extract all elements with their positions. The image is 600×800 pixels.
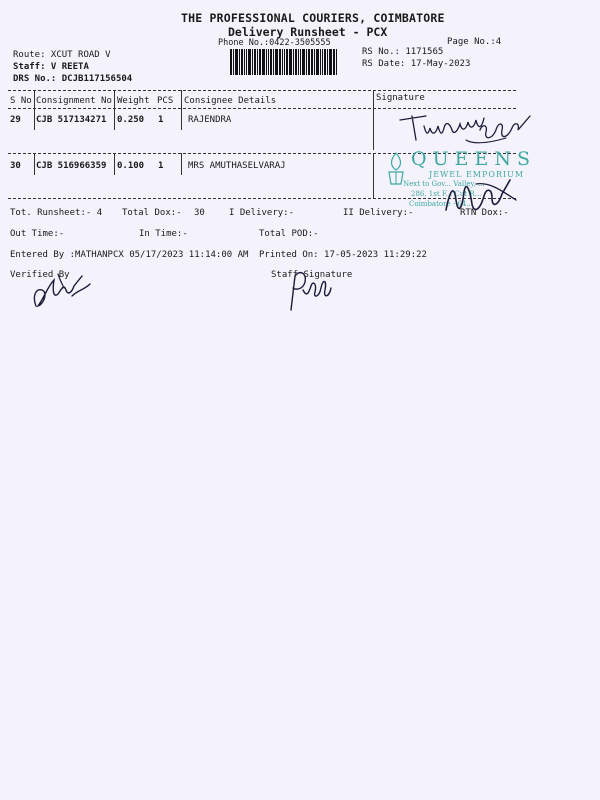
col-header-consignee: Consignee Details	[184, 96, 277, 106]
stamp-line-2: Next to Gov... Valley, ...	[403, 180, 485, 188]
table-vline	[114, 108, 115, 130]
rs-date: RS Date: 17-May-2023	[362, 59, 471, 69]
phone-number: Phone No.:0422-3505555	[218, 38, 331, 48]
table-top-rule	[8, 90, 516, 91]
receiver-signature-2	[436, 170, 526, 220]
document-title: Delivery Runsheet - PCX	[228, 25, 388, 39]
table-vline	[181, 108, 182, 130]
total-pod: Total POD:-	[259, 229, 319, 239]
table-vline	[373, 108, 374, 150]
total-runsheet: Tot. Runsheet:- 4	[10, 208, 103, 218]
stamp-line-4: Coimbatore - 64...	[409, 200, 474, 208]
entered-by: Entered By :MATHANPCX 05/17/2023 11:14:00 AM	[10, 250, 249, 260]
table-vline	[34, 108, 35, 130]
drs-number: DRS No.: DCJB117156504	[13, 74, 133, 84]
col-header-signature: Signature	[376, 93, 425, 103]
row-2-pcs: 1	[158, 161, 164, 171]
col-header-weight: Weight	[117, 96, 150, 106]
col-header-consignment: Consignment No	[36, 96, 112, 106]
table-vline	[373, 90, 374, 108]
row-2-sno: 30	[10, 161, 21, 171]
table-vline	[114, 153, 115, 175]
i-delivery: I Delivery:-	[229, 208, 295, 218]
barcode	[230, 49, 358, 75]
row-1-weight: 0.250	[117, 115, 145, 125]
row-2-weight: 0.100	[117, 161, 145, 171]
table-vline	[34, 90, 35, 108]
page-number: Page No.:4	[447, 37, 502, 47]
row-1-consignee: RAJENDRA	[188, 115, 232, 125]
stamp-name: QUEENS	[411, 148, 536, 170]
rtn-dox: RTN Dox:-	[460, 208, 509, 218]
ii-delivery: II Delivery:-	[343, 208, 414, 218]
table-vline	[373, 153, 374, 198]
staff-info: Staff: V REETA	[13, 62, 89, 72]
out-time: Out Time:-	[10, 229, 65, 239]
stamp-line-3: 286, 1st F... Cut R...	[411, 190, 482, 198]
total-dox-value: 30	[194, 208, 205, 218]
table-vline	[181, 90, 182, 108]
total-dox-label: Total Dox:-	[122, 208, 182, 218]
staff-signature-label: Staff Signature	[271, 270, 353, 280]
route-info: Route: XCUT ROAD V	[13, 50, 111, 60]
row-2-consignment: CJB 516966359	[36, 161, 107, 171]
row-1-consignment: CJB 517134271	[36, 115, 107, 125]
verified-by-label: Verified By	[10, 270, 70, 280]
row-1-sno: 29	[10, 115, 21, 125]
table-vline	[114, 90, 115, 108]
row-1-pcs: 1	[158, 115, 164, 125]
printed-on: Printed On: 17-05-2023 11:29:22	[259, 250, 427, 260]
table-vline	[34, 153, 35, 175]
staff-signature	[283, 262, 343, 318]
verified-by-signature	[28, 266, 98, 316]
table-vline	[181, 153, 182, 175]
in-time: In Time:-	[139, 229, 188, 239]
row-2-consignee: MRS AMUTHASELVARAJ	[188, 161, 286, 171]
rs-number: RS No.: 1171565	[362, 47, 444, 57]
receiver-signature-1	[396, 100, 536, 150]
company-name: THE PROFESSIONAL COURIERS, COIMBATORE	[181, 11, 445, 25]
col-header-sno: S No	[10, 96, 32, 106]
stamp-line-1: JEWEL EMPORIUM	[429, 170, 525, 179]
col-header-pcs: PCS	[157, 96, 174, 106]
